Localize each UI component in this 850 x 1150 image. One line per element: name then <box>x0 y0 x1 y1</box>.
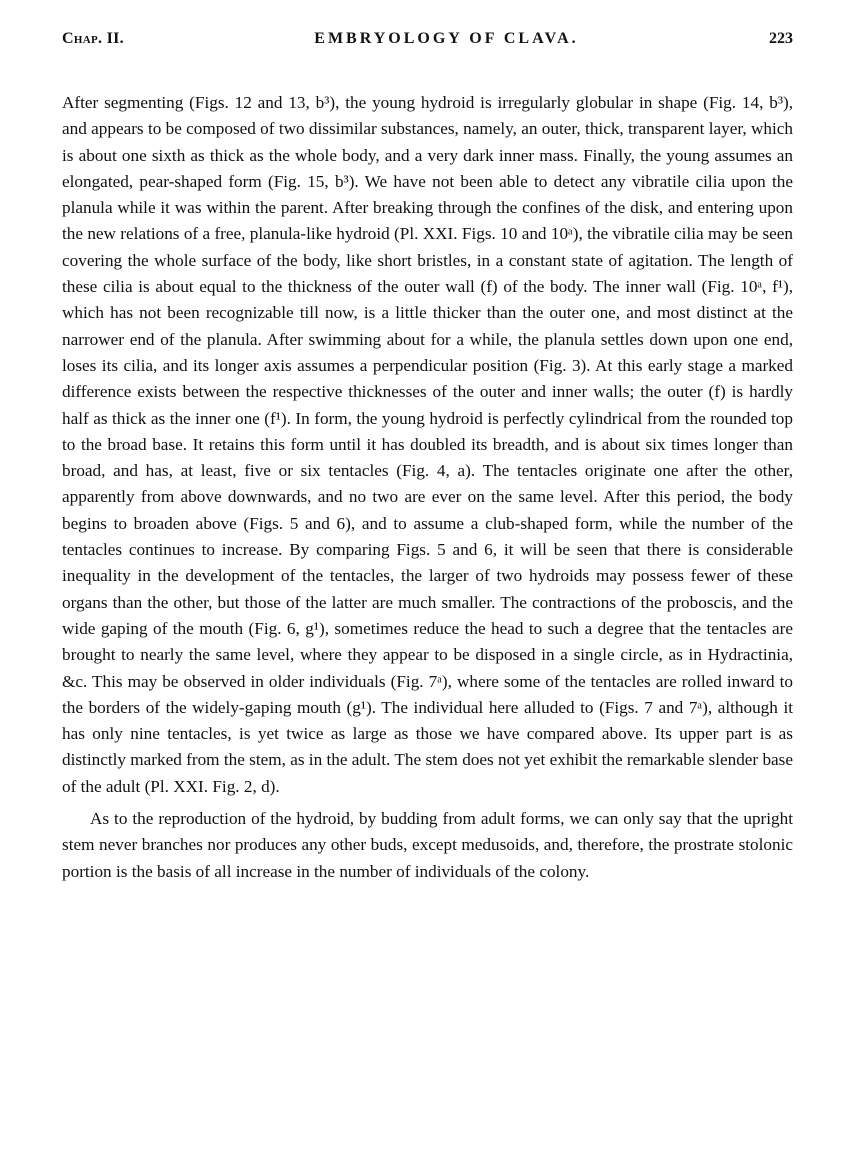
paragraph-1: After segmenting (Figs. 12 and 13, b³), the young hydroid is irregularly globular in shape (Fig. 14, b³), and appears to be composed of two dissimilar substances, namely, an outer, thick, transparent layer, which is about one sixth as thick as the whole body, and a very dark inner mass. Finally, the young assumes an elongated, pear-shaped form (Fig. 15, b³). We have not been able to detect any vibratile cilia upon the planula while it was within the parent. After breaking through the confines of the disk, and entering upon the new relations of a free, planula-like hydroid (Pl. XXI. Figs. 10 and 10ᵃ), the vibratile cilia may be seen covering the whole surface of the body, like short bristles, in a constant state of agitation. The length of these cilia is about equal to the thickness of the outer wall (f) of the body. The inner wall (Fig. 10ᵃ, f¹), which has not been recognizable till now, is a little thicker than the outer one, and most distinct at the narrower end of the planula. After swimming about for a while, the planula settles down upon one end, loses its cilia, and its longer axis assumes a perpendicular position (Fig. 3). At this early stage a marked difference exists between the respective thicknesses of the outer and inner walls; the outer (f) is hardly half as thick as the inner one (f¹). In form, the young hydroid is perfectly cylindrical from the rounded top to the broad base. It retains this form until it has doubled its breadth, and is about six times longer than broad, and has, at least, five or six tentacles (Fig. 4, a). The tentacles originate one after the other, apparently from above downwards, and no two are ever on the same level. After this period, the body begins to broaden above (Figs. 5 and 6), and to assume a club-shaped form, while the number of the tentacles continues to increase. By comparing Figs. 5 and 6, it will be seen that there is considerable inequality in the development of the tentacles, the larger of two hydroids may possess fewer of these organs than the other, but those of the latter are much smaller. The contractions of the proboscis, and the wide gaping of the mouth (Fig. 6, g¹), sometimes reduce the head to such a degree that the tentacles are brought to nearly the same level, where they appear to be disposed in a single circle, as in Hydractinia, &c. This may be observed in older individuals (Fig. 7ᵃ), where some of the tentacles are rolled inward to the borders of the widely-gaping mouth (g¹). The individual here alluded to (Figs. 7 and 7ᵃ), although it has only nine tentacles, is yet twice as large as those we have compared above. Its upper part is as distinctly marked from the stem, as in the adult. The stem does not yet exhibit the remarkable slender base of the adult (Pl. XXI. Fig. 2, d). <box>62 93 793 796</box>
page-number: 223 <box>768 30 793 47</box>
running-title: EMBRYOLOGY OF CLAVA. <box>314 30 579 47</box>
body-text <box>62 90 793 885</box>
paragraph-2: As to the reproduction of the hydroid, by budding from adult forms, we can only say that the upright stem never branches nor produces any other buds, except medusoids, and, therefore, the prostrate stolonic portion is the basis of all increase in the number of individuals of the colony. <box>62 809 793 881</box>
chapter-label: Chap. II. <box>62 30 124 47</box>
running-head <box>62 30 793 58</box>
page <box>62 30 793 885</box>
